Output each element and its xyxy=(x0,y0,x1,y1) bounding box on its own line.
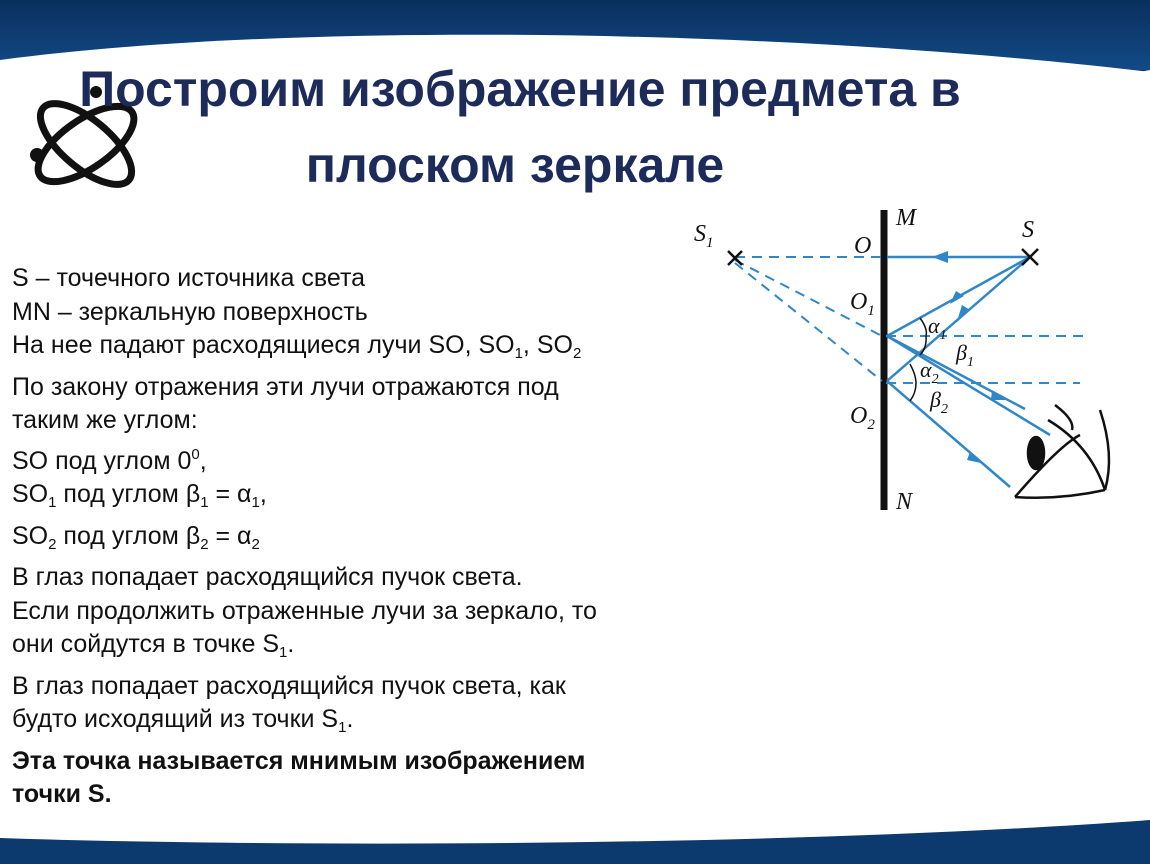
text-line: S – точечного источника света xyxy=(12,264,366,292)
angle-arc xyxy=(910,383,916,401)
title-line-2: плоском зеркале xyxy=(305,137,725,193)
body-text xyxy=(12,262,772,812)
mirror-diagram xyxy=(680,205,1120,515)
ray-reflect-1-ext xyxy=(887,336,1050,435)
conclusion-line: точки S. xyxy=(12,780,112,808)
svg-text:S1: $S_1$ xyxy=(694,221,714,251)
text-line: MN – зеркальную поверхность xyxy=(12,297,368,326)
text-line: Если продолжить отраженные лучи за зеркало, то xyxy=(12,596,597,625)
svg-text:M: M xyxy=(896,205,916,231)
svg-text:O1: $O_1$ xyxy=(850,289,875,319)
text-line: $SO_1$ под углом $\beta_1 = \alpha_1$, xyxy=(12,480,267,511)
conclusion-line: Эта точка называется мнимым изображением xyxy=(12,746,586,775)
svg-text:S: S xyxy=(1022,217,1034,243)
svg-text:β1: $\beta_1$ xyxy=(956,340,974,370)
eye-icon xyxy=(1015,405,1109,498)
text-line: SO под углом $0^0$, xyxy=(12,445,207,475)
angle-arc xyxy=(910,364,916,383)
title-line-1: Построим изображение предмета в xyxy=(79,61,961,117)
virtual-ray-2 xyxy=(735,263,882,381)
text-line: В глаз попадает расходящийся пучок света, как xyxy=(12,671,566,700)
text-line: они сойдутся в точке $S_1$. xyxy=(12,630,295,661)
svg-text:O2: $O_2$ xyxy=(850,403,875,433)
text-line: $SO_2$ под углом $\beta_2 = \alpha_2$ xyxy=(12,521,260,553)
angle-arc xyxy=(920,318,926,336)
text-line: В глаз попадает расходящийся пучок света. xyxy=(12,563,523,591)
svg-text:α1: $\alpha_1$ xyxy=(928,313,947,343)
text-line: будто исходящий из точки $S_1$. xyxy=(12,705,354,736)
text-line: По закону отражения эти лучи отражаются под xyxy=(12,372,559,401)
text-line: таким же углом: xyxy=(12,406,198,434)
svg-text:α2: $\alpha_2$ xyxy=(920,357,939,387)
svg-text:N: N xyxy=(896,489,913,515)
text-line: На нее падают расходящиеся лучи SO, $SO_1$, $SO_2$ xyxy=(12,331,582,362)
svg-text:O: O xyxy=(854,233,872,259)
svg-text:β2: $\beta_2$ xyxy=(930,387,948,417)
